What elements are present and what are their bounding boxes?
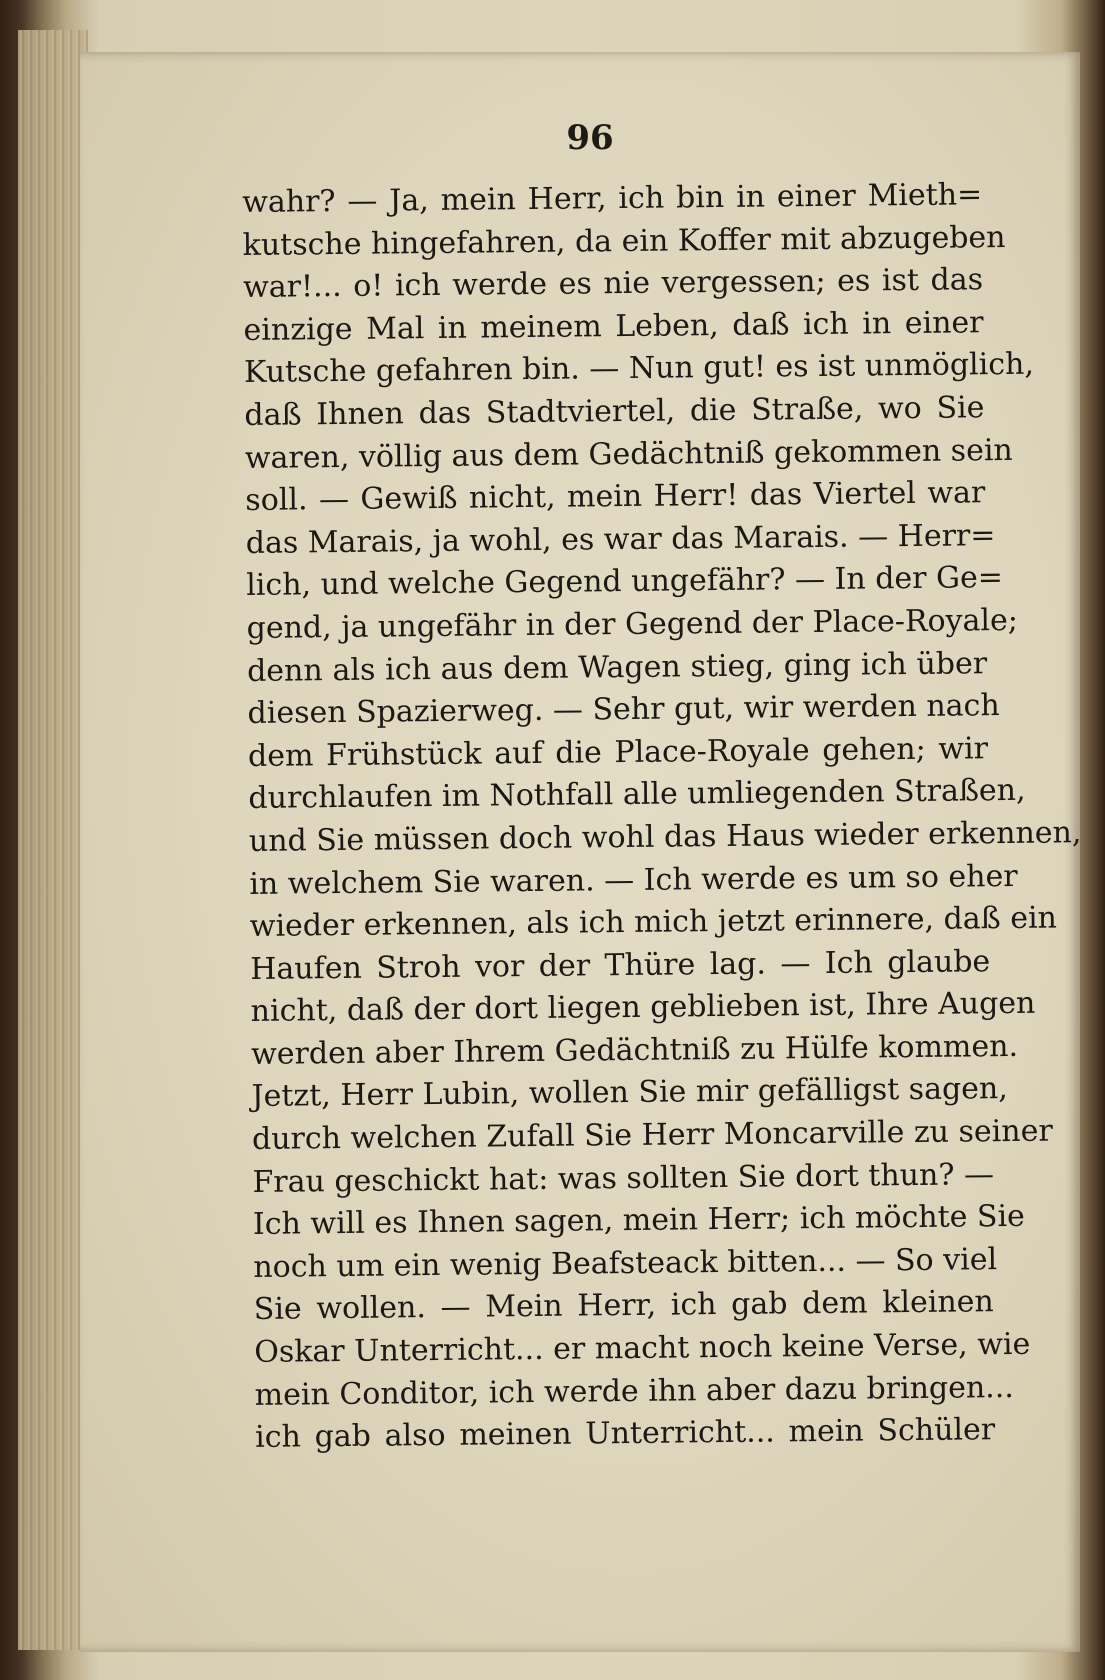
text-line: soll. — Gewiß nicht, mein Herr! das Viertel war [245,475,986,519]
text-line: noch um ein wenig Beafsteack bitten... — So viel [253,1241,998,1285]
text-line: Kutsche gefahren bin. — Nun gut! es ist unmöglich, [243,347,1035,391]
text-line: ich gab also meinen Unterricht... mein Schüler [254,1412,996,1456]
text-line: in welchem Sie waren. — Ich werde es um so eher [249,858,1018,902]
text-line: nicht, daß der dort liegen geblieben ist, Ihre Augen [250,986,1036,1030]
text-line: gend, ja ungefähr in der Gegend der Place-Royale; [246,602,1019,646]
text-line: und Sie müssen doch wohl das Haus wieder erkennen, [248,815,1082,859]
text-line: Jetzt, Herr Lubin, wollen Sie mir gefälligst sagen, [251,1071,1008,1115]
text-line: das Marais, ja wohl, es war das Marais. — Herr= [245,517,996,561]
text-line: mein Conditor, ich werde ihn aber dazu bringen... [254,1369,1014,1413]
text-line: lich, und welche Gegend ungefähr? — In der Ge= [246,560,1004,604]
text-line: Frau geschickt hat: was sollten Sie dort thun? — [252,1156,995,1200]
text-line: diesen Spazierweg. — Sehr gut, wir werden nach [247,688,1000,732]
text-line: Ich will es Ihnen sagen, mein Herr; ich möchte Sie [252,1199,1026,1243]
body-text [242,174,1082,1460]
text-line: war!... o! ich werde es nie vergessen; es ist das [242,262,984,306]
text-line: durchlaufen im Nothfall alle umliegenden Straßen, [248,773,1026,817]
text-line: Sie wollen. — Mein Herr, ich gab dem kleinen [253,1284,994,1328]
text-line: waren, völlig aus dem Gedächtniß gekommen sein [244,432,1013,476]
text-line: durch welchen Zufall Sie Herr Moncarville zu seiner [251,1113,1053,1158]
text-line: wieder erkennen, als ich mich jetzt erinnere, daß ein [249,900,1058,945]
text-line: Haufen Stroh vor der Thüre lag. — Ich glaube [250,943,991,987]
page-number: 96 [566,118,614,158]
text-line: daß Ihnen das Stadtviertel, die Straße, wo Sie [244,390,985,433]
text-line: werden aber Ihrem Gedächtniß zu Hülfe kommen. [250,1028,1019,1072]
text-line: Oskar Unterricht... er macht noch keine Verse, wie [254,1326,1031,1370]
page-edges [18,30,88,1650]
text-line: dem Frühstück auf die Place-Royale gehen; wir [247,730,989,774]
text-line: wahr? — Ja, mein Herr, ich bin in einer Mieth= [242,177,983,220]
text-line: einzige Mal in meinem Leben, daß ich in einer [243,305,984,348]
text-line: kutsche hingefahren, da ein Koffer mit abzugeben [242,219,1006,263]
text-line: denn als ich aus dem Wagen stieg, ging ich über [246,645,988,689]
